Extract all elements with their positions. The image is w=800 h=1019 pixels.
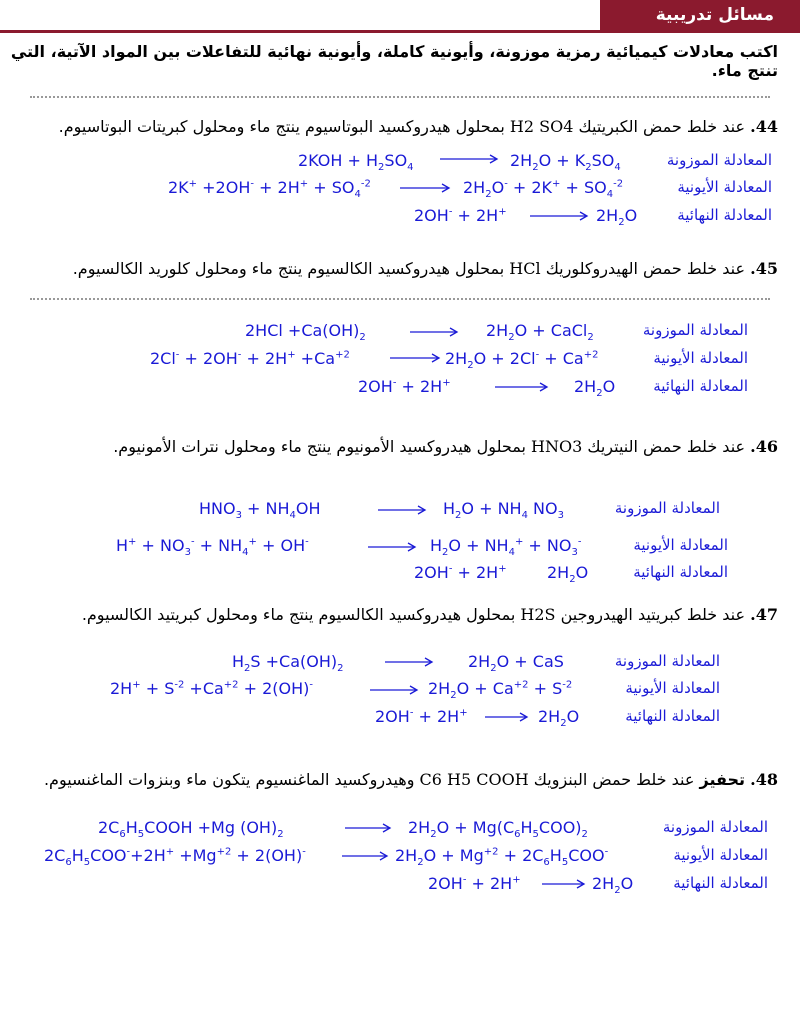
arrow-icon	[495, 381, 550, 395]
question-text-before: عند خلط كبريتيد الهيدروجين	[560, 605, 746, 624]
eq-ionic-right: $H_2O + NH_4^+ + NO_3^-$	[430, 536, 582, 559]
question-formula: H2 SO4	[509, 117, 574, 136]
eq-ionic-left: $2K^+ +2OH^- + 2H^+ + SO_4^{-2}$	[168, 178, 371, 201]
arrow-icon	[368, 541, 418, 555]
arrow-icon	[378, 504, 428, 518]
faded-text-line	[30, 94, 770, 100]
eq-balanced-left: $2KOH + H_2SO_4$	[298, 151, 414, 174]
arrow-icon	[385, 656, 435, 670]
question-number: 47.	[750, 605, 778, 624]
arrow-icon	[410, 326, 460, 340]
arrow-icon	[400, 182, 452, 196]
question-text-before: عند خلط حمض البنزويك	[533, 770, 695, 789]
question-text-after: بمحلول هيدروكسيد الأمونيوم ينتج ماء ومحلول نترات الأمونيوم.	[113, 437, 526, 456]
label-balanced: المعادلة الموزونة	[614, 652, 720, 670]
arrow-icon	[542, 878, 587, 892]
label-balanced: المعادلة الموزونة	[662, 818, 768, 836]
eq-net-left: 2OH- + 2H+	[414, 206, 507, 225]
label-balanced: المعادلة الموزونة	[614, 499, 720, 517]
eq-net-right: $2H_2O$	[596, 206, 638, 229]
eq-ionic-right: $2H_2O + Ca^{+2} + S^{-2}$	[428, 679, 573, 702]
arrow-icon	[342, 850, 390, 864]
eq-balanced-left: $HNO_3 + NH_4OH$	[199, 499, 321, 522]
eq-balanced-right: $2H_2O$ + CaS	[468, 652, 564, 675]
eq-balanced-left: $2C_6H_5COOH +Mg$ $(OH)_2$	[98, 818, 284, 841]
eq-ionic-right: $2H_2O^- + 2K^+ + SO_4^{-2}$	[463, 178, 624, 201]
question-formula: HNO3	[531, 437, 583, 456]
label-ionic: المعادلة الأيونية	[633, 536, 728, 554]
question-text-after: بمحلول هيدروكسيد الكالسيوم ينتج ماء ومحلول كبريتيد الكالسيوم.	[81, 605, 516, 624]
header-bar	[0, 0, 800, 33]
question-prefix: تحفيز	[699, 770, 746, 789]
question-46	[0, 437, 778, 456]
question-48	[0, 770, 778, 789]
question-number: 48.	[750, 770, 778, 789]
question-text-after: بمحلول هيدروكسيد البوتاسيوم ينتج ماء ومحلول كبريتات البوتاسيوم.	[58, 117, 505, 136]
question-formula: HCl	[509, 259, 541, 278]
arrow-icon	[530, 210, 590, 224]
eq-balanced-right: $2H_2O + Mg(C_6H_5COO)_2$	[408, 818, 588, 841]
question-47	[0, 605, 778, 624]
arrow-icon	[390, 352, 442, 366]
eq-ionic-left: $2Cl^- + 2OH^- + 2H^+ +Ca^{+2}$	[150, 349, 350, 368]
eq-ionic-right: $2H_2O + 2Cl^- + Ca^{+2}$	[445, 349, 599, 372]
question-text-after: وهيدروكسيد الماغنسيوم يتكون ماء وبنزوات الماغنسيوم.	[43, 770, 415, 789]
eq-net-right: $2H_2O$	[574, 377, 616, 400]
section-title: مسائل تدريبية	[600, 0, 800, 30]
arrow-icon	[370, 684, 420, 698]
arrow-icon	[345, 822, 393, 836]
eq-ionic-left: $2H^+ + S^{-2} +Ca^{+2} + 2(OH)^-$	[110, 679, 314, 698]
faded-text-line	[30, 296, 770, 302]
question-number: 46.	[750, 437, 778, 456]
label-net: المعادلة النهائية	[653, 377, 748, 395]
label-net: المعادلة النهائية	[633, 563, 728, 581]
eq-net-right: $2H_2O$	[547, 563, 589, 586]
question-44	[0, 117, 778, 136]
eq-balanced-right: $H_2O + NH_4$ $NO_3$	[443, 499, 564, 522]
question-number: 44.	[750, 117, 778, 136]
arrow-icon	[485, 711, 530, 725]
question-text-before: عند خلط حمض النيتريك	[587, 437, 746, 456]
eq-ionic-left: $H^+ + NO_3^- + NH_4^+ + OH^-$	[116, 536, 309, 559]
question-text-after: بمحلول هيدروكسيد الكالسيوم ينتج ماء ومحلول كلوريد الكالسيوم.	[72, 259, 505, 278]
question-formula: H2S	[520, 605, 556, 624]
label-net: المعادلة النهائية	[677, 206, 772, 224]
eq-net-right: $2H_2O$	[592, 874, 634, 897]
label-ionic: المعادلة الأيونية	[673, 846, 768, 864]
label-ionic: المعادلة الأيونية	[677, 178, 772, 196]
eq-balanced-left: $2HCl +Ca(OH)_2$	[245, 321, 366, 344]
question-text-before: عند خلط حمض الهيدروكلوريك	[545, 259, 746, 278]
instruction-text: اكتب معادلات كيميائية رمزية موزونة، وأيونية كاملة، وأيونية نهائية للتفاعلات بين المواد الآتية، التي تنتج ماء.	[10, 42, 778, 80]
label-ionic: المعادلة الأيونية	[625, 679, 720, 697]
eq-ionic-right: $2H_2O + Mg^{+2} + 2C_6H_5COO^-$	[395, 846, 609, 869]
label-balanced: المعادلة الموزونة	[642, 321, 748, 339]
eq-net-left: 2OH- + 2H+	[358, 377, 451, 396]
eq-net-left: 2OH- + 2H+	[414, 563, 507, 582]
question-45	[0, 259, 778, 278]
label-net: المعادلة النهائية	[673, 874, 768, 892]
eq-balanced-left: $H_2S +Ca(OH)_2$	[232, 652, 344, 675]
question-text-before: عند خلط حمض الكبريتيك	[578, 117, 746, 136]
label-ionic: المعادلة الأيونية	[653, 349, 748, 367]
arrow-icon	[440, 153, 500, 167]
label-net: المعادلة النهائية	[625, 707, 720, 725]
eq-net-left: 2OH- + 2H+	[375, 707, 468, 726]
question-formula: C6 H5 COOH	[419, 770, 529, 789]
label-balanced: المعادلة الموزونة	[666, 151, 772, 169]
eq-net-left: 2OH- + 2H+	[428, 874, 521, 893]
eq-balanced-right: $2H_2O + K_2SO_4$	[510, 151, 621, 174]
eq-balanced-right: $2H_2O$ + CaCl$_2$	[486, 321, 594, 344]
eq-net-right: $2H_2O$	[538, 707, 580, 730]
eq-ionic-left: $2C_6H_5COO^-+2H^+ +Mg^{+2} + 2(OH)^-$	[44, 846, 306, 869]
question-number: 45.	[750, 259, 778, 278]
